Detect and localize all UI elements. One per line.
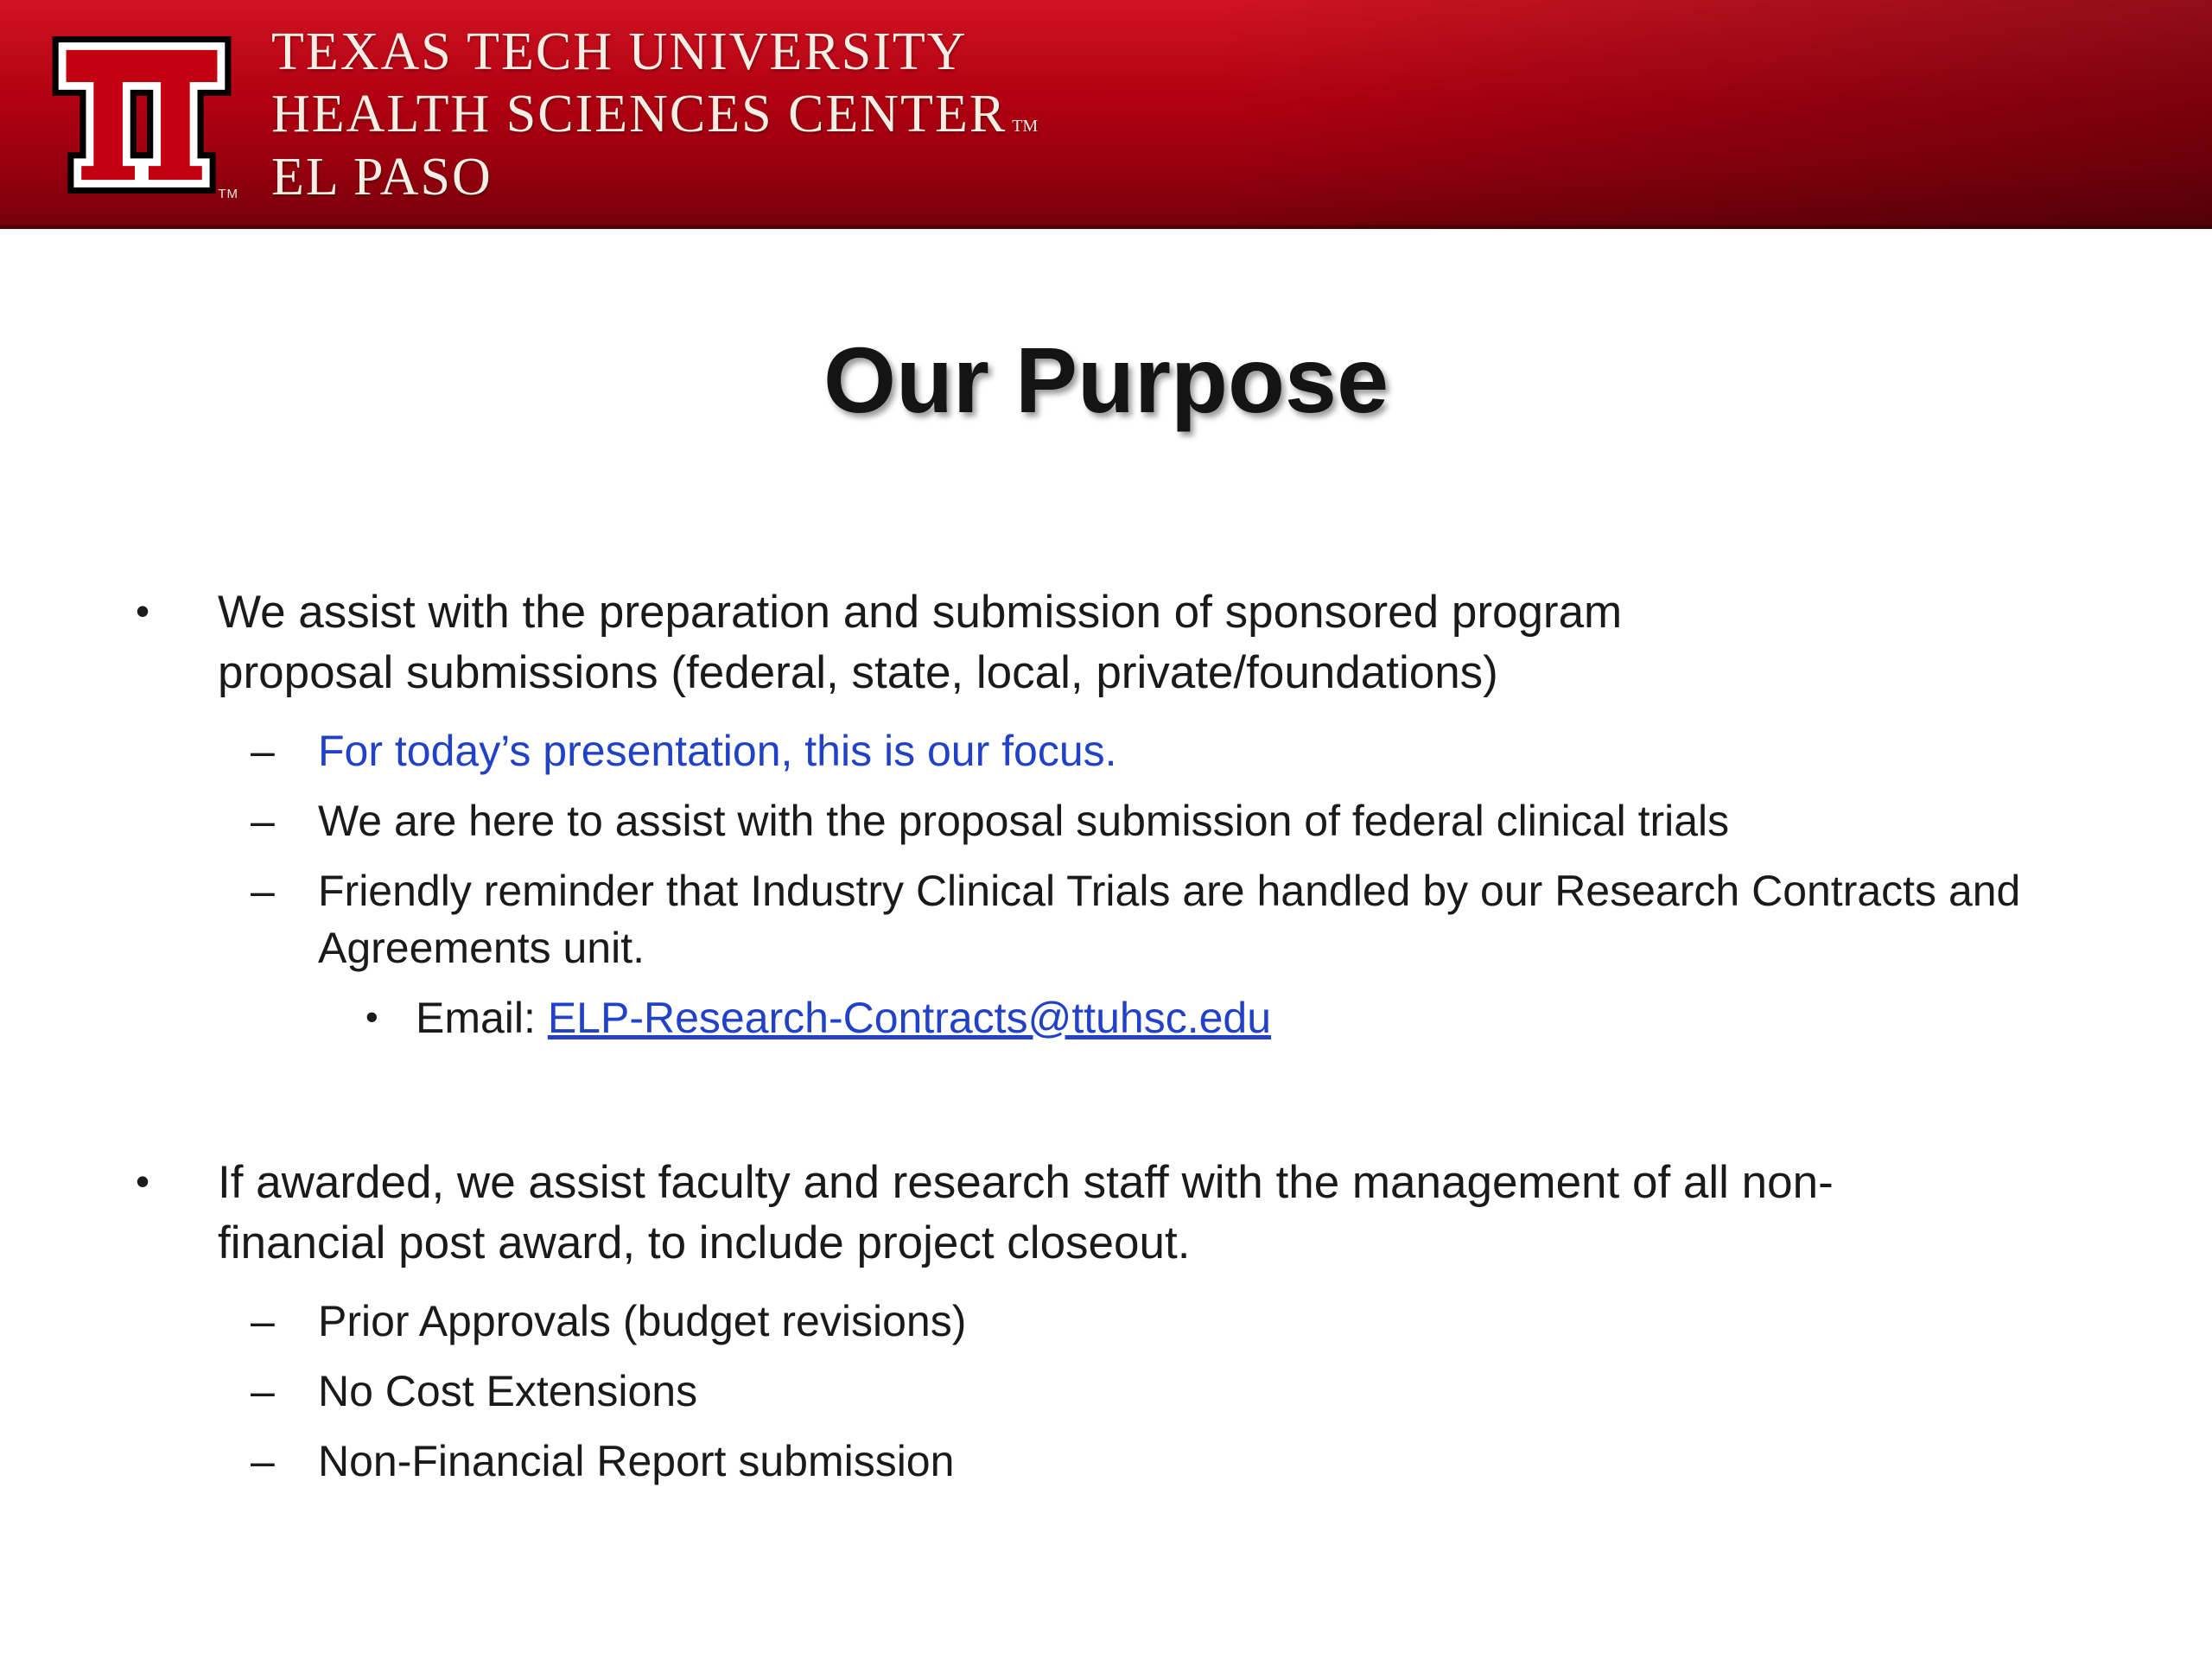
org-name-block: [271, 21, 1038, 209]
bullet-1-text: We assist with the preparation and submission of sponsored program proposal submissions (federal, state, local, private/foundations): [218, 587, 1623, 698]
trademark-symbol: TM: [1012, 117, 1039, 137]
email-label: Email:: [416, 993, 548, 1042]
slide-content: [136, 582, 2212, 1490]
sub-bullet-no-cost-extensions-text: No Cost Extensions: [318, 1366, 698, 1415]
header-band: [0, 0, 2212, 229]
org-line-2: [271, 83, 1038, 146]
dash-marker: –: [251, 726, 275, 775]
bullet-marker: •: [136, 1158, 150, 1204]
sub-bullet-federal-trials: [251, 792, 2212, 849]
sub-bullet-report-submission-text: Non-Financial Report submission: [318, 1436, 955, 1485]
bullet-item-2: [136, 1153, 2212, 1274]
sub-bullet-federal-trials-text: We are here to assist with the proposal submission of federal clinical trials: [318, 796, 1730, 845]
ttu-double-t-logo: [50, 23, 238, 207]
dash-marker: –: [251, 1436, 275, 1485]
dash-marker: –: [251, 1366, 275, 1415]
email-line: [416, 989, 1271, 1046]
org-line-3: EL PASO: [271, 147, 493, 207]
email-link[interactable]: ELP-Research-Contracts@ttuhsc.edu: [547, 993, 1272, 1042]
org-line-1: TEXAS TECH UNIVERSITY: [271, 22, 968, 81]
email-item: [365, 989, 2212, 1046]
sub-bullet-focus-text: For today’s presentation, this is our focus.: [318, 726, 1117, 775]
bullet-marker: •: [136, 588, 150, 633]
section-spacer: [136, 1059, 2212, 1153]
org-line-2-text: HEALTH SCIENCES CENTER: [271, 85, 1007, 144]
sub-bullet-marker: •: [365, 995, 378, 1037]
dash-marker: –: [251, 796, 275, 845]
sub-bullet-industry-trials: [251, 862, 2212, 976]
bullet-2-text: If awarded, we assist faculty and research staff with the management of all non-financial post award, to include project closeout.: [218, 1156, 1834, 1268]
sub-bullet-report-submission: [251, 1433, 2212, 1490]
dash-marker: –: [251, 866, 275, 915]
sub-bullet-prior-approvals-text: Prior Approvals (budget revisions): [318, 1296, 967, 1345]
bullet-item-1: [136, 582, 2212, 703]
slide-title: Our Purpose: [823, 327, 1389, 432]
dash-marker: –: [251, 1296, 275, 1345]
double-t-icon: [50, 23, 233, 207]
sub-bullet-prior-approvals: [251, 1293, 2212, 1350]
sub-bullet-industry-trials-text: Friendly reminder that Industry Clinical Trials are handled by our Research Contracts and Agreements unit.: [318, 866, 2021, 972]
sub-bullet-no-cost-extensions: [251, 1363, 2212, 1420]
sub-bullet-focus: [251, 722, 2212, 779]
logo-trademark: TM: [218, 186, 238, 201]
